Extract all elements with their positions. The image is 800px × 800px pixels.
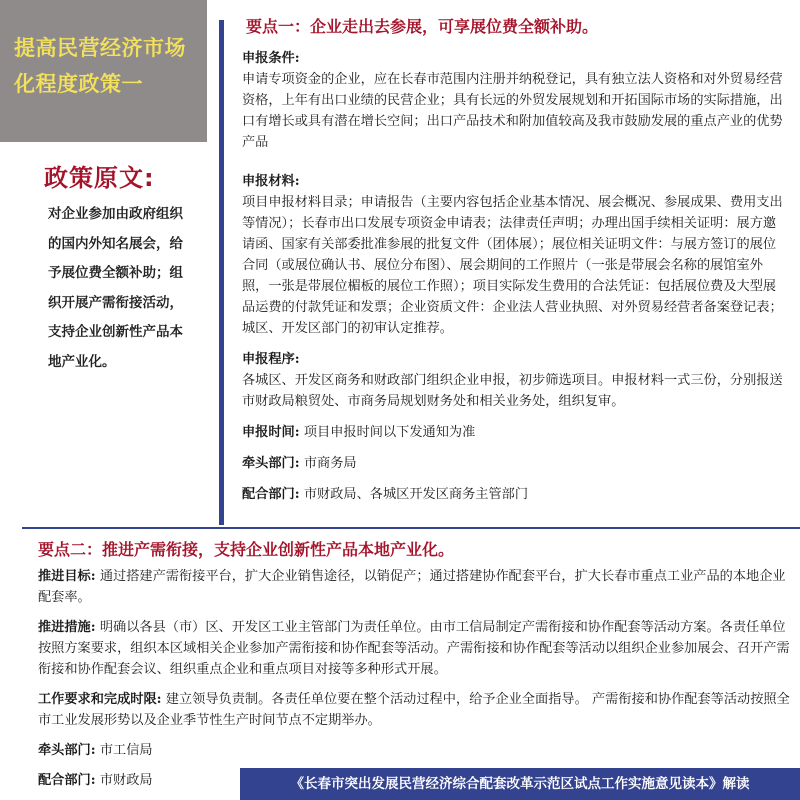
- conditions-text: 申请专项资金的企业，应在长春市范围内注册并纳税登记，具有独立法人资格和对外贸易经营资格，上年有出口业绩的民营企业；具有长远的外贸发展规划和开拓国际市场的实际措施，出口有增长或具有潜在增长空间；出口产品技术和附加值较高及我市鼓励发展的重点产业的优势产品: [242, 72, 783, 150]
- lead2-label: 牵头部门:: [38, 743, 96, 758]
- point2-content: [38, 566, 790, 800]
- coop2-label: 配合部门:: [38, 773, 96, 788]
- lead-label: 牵头部门:: [242, 456, 300, 471]
- lead-text: 市商务局: [303, 456, 357, 471]
- point2-title: 要点二：推进产需衔接，支持企业创新性产品本地产业化。: [38, 540, 455, 559]
- materials-text: 项目申报材料目录；申请报告（主要内容包括企业基本情况、展会概况、参展成果、费用支出等情况）；长春市出口发展专项资金申请表；法律责任声明；办理出国手续相关证明：展方邀请函、国家有关部委批准参展的批复文件（团体展）；展位相关证明文件：与展方签订的展位合同（或展位确认书、展位分布图）、展会期间的工作照片（一张是带展会名称的展馆室外照，一张是带展位楣板的展位工作照）；项目实际发生费用的合法凭证：包括展位费及大型展品运费的付款凭证和发票；企业资质文件：企业法人营业执照、对外贸易经营者备案登记表；城区、开发区部门的初审认定推荐。: [242, 195, 783, 336]
- procedure-label: 申报程序:: [242, 352, 300, 367]
- footer-banner: 《长春市突出发展民营经济综合配套改革示范区试点工作实施意见读本》解读: [240, 768, 800, 800]
- page-title: 提高民营经济市场化程度政策一: [14, 36, 186, 96]
- lead2-section: [38, 740, 790, 761]
- point1-content: [242, 48, 787, 515]
- time-section: [242, 422, 787, 443]
- requirements-section: [38, 689, 790, 731]
- lead2-text: 市工信局: [99, 743, 153, 758]
- conditions-label: 申报条件:: [242, 51, 300, 66]
- coop-section: [242, 484, 787, 505]
- title-banner: [0, 0, 207, 142]
- goal-text: 通过搭建产需衔接平台，扩大企业销售途径，以销促产；通过搭建协作配套平台，扩大长春市重点工业产品的本地企业配套率。: [38, 569, 786, 605]
- procedure-text: 各城区、开发区商务和财政部门组织企业申报，初步筛选项目。申报材料一式三份，分别报送市财政局粮贸处、市商务局规划财务处和相关业务处，组织复审。: [242, 373, 783, 409]
- original-text-body: 对企业参加由政府组织的国内外知名展会，给予展位费全额补助；组织开展产需衔接活动，支持企业创新性产品本地产业化。: [48, 206, 183, 370]
- time-text: 项目申报时间以下发通知为准: [303, 425, 476, 440]
- requirements-text: 建立领导负责制。各责任单位要在整个活动过程中，给予企业全面指导。 产需衔接和协作配套等活动按照全市工业发展形势以及企业季节性生产时间节点不定期举办。: [38, 692, 790, 728]
- original-text-heading: 政策原文:: [44, 164, 155, 192]
- goal-label: 推进目标:: [38, 569, 96, 584]
- measures-label: 推进措施:: [38, 620, 96, 635]
- coop2-text: 市财政局: [99, 773, 153, 788]
- horizontal-divider: [22, 527, 800, 529]
- materials-label: 申报材料:: [242, 174, 300, 189]
- time-label: 申报时间:: [242, 425, 300, 440]
- goal-section: [38, 566, 790, 608]
- measures-text: 明确以各县（市）区、开发区工业主管部门为责任单位。由市工信局制定产需衔接和协作配套等活动方案。各责任单位按照方案要求，组织本区域相关企业参加产需衔接和协作配套等活动。产需衔接和协作配套等活动以组织企业参加展会、召开产需衔接和协作配套会议、组织重点企业和重点项目对接等多种形式开展。: [38, 620, 790, 677]
- measures-section: [38, 617, 790, 680]
- requirements-label: 工作要求和完成时限:: [38, 692, 162, 707]
- lead-section: [242, 453, 787, 474]
- conditions-section: [242, 48, 787, 153]
- point1-title: 要点一：企业走出去参展，可享展位费全额补助。: [246, 17, 599, 36]
- coop-text: 市财政局、各城区开发区商务主管部门: [303, 487, 529, 502]
- vertical-divider: [219, 20, 224, 525]
- materials-section: [242, 171, 787, 339]
- procedure-section: [242, 349, 787, 412]
- coop-label: 配合部门:: [242, 487, 300, 502]
